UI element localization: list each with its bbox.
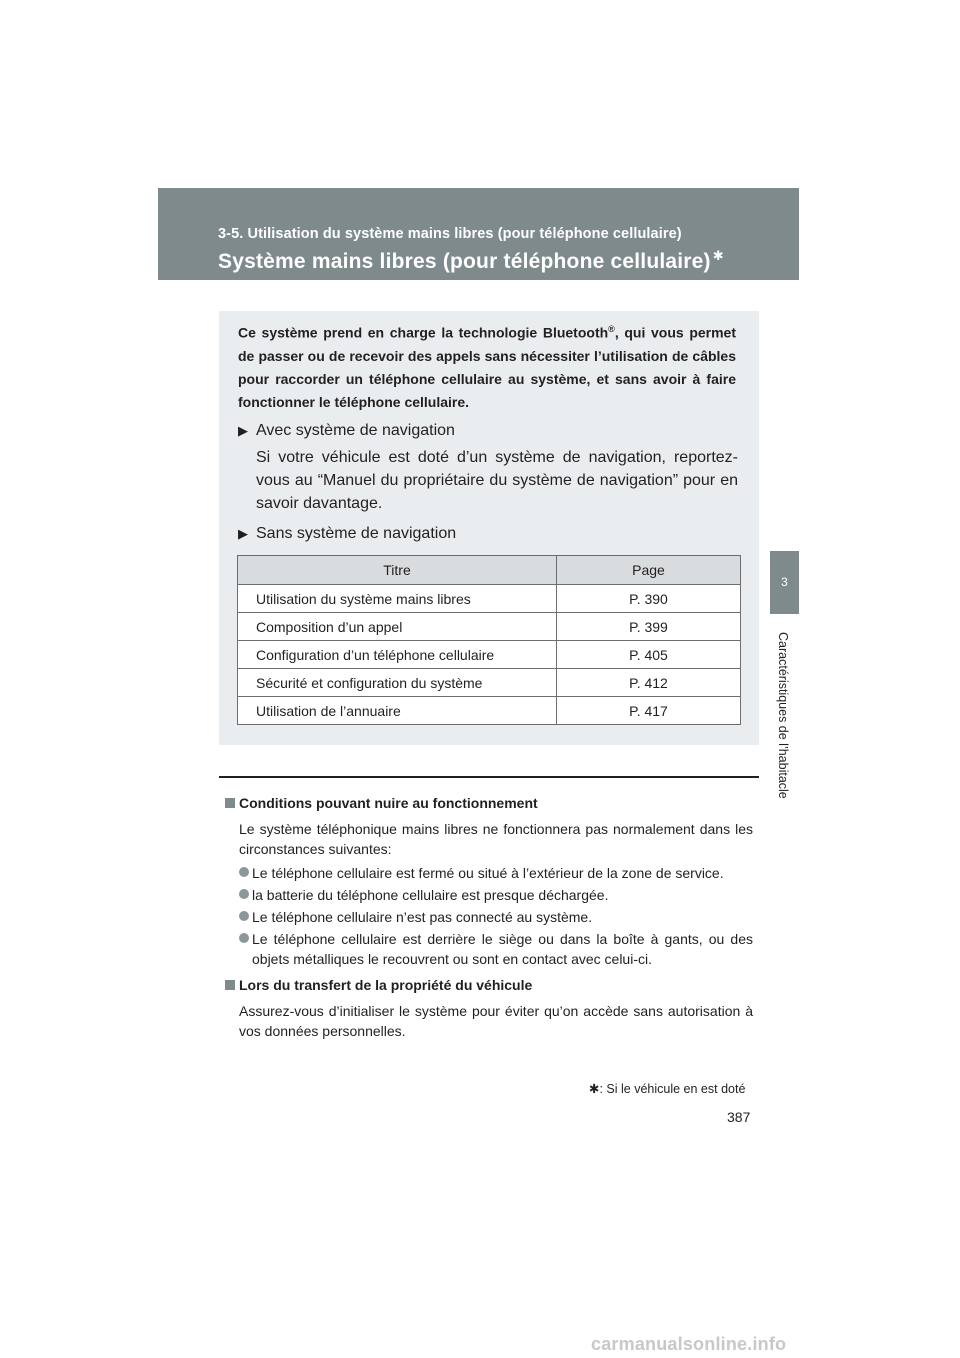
transfer-heading-text: Lors du transfert de la propriété du véhicule (239, 977, 533, 993)
list-item (239, 907, 753, 927)
list-item-text: Le téléphone cellulaire n’est pas connecté au système. (252, 909, 593, 925)
with-navigation-label: Avec système de navigation (256, 422, 455, 439)
row-title: Utilisation de l’annuaire (238, 697, 557, 725)
asterisk-icon: ✱ (589, 1082, 600, 1096)
section-title: 3-5. Utilisation du système mains libres (pour téléphone cellulaire) (218, 226, 682, 242)
row-title: Utilisation du système mains libres (238, 585, 557, 613)
chapter-header (158, 188, 799, 280)
list-item (239, 929, 753, 969)
list-item-text: Le téléphone cellulaire est fermé ou situé à l’extérieur de la zone de service. (252, 865, 724, 881)
row-page: P. 390 (557, 585, 741, 613)
intro-text-start: Ce système prend en charge la technologie Bluetooth (238, 324, 609, 341)
intro-paragraph (238, 318, 736, 414)
chapter-side-label: Caractéristiques de l’habitacle (776, 632, 790, 799)
table-row (238, 669, 741, 697)
triangle-right-icon: ▶ (238, 423, 248, 438)
page-title (218, 248, 724, 274)
watermark: carmanualsonline.info (591, 1334, 787, 1354)
chapter-tab: 3 (770, 551, 799, 614)
footnote (589, 1081, 745, 1096)
conditions-heading (225, 793, 753, 813)
list-item-text: la batterie du téléphone cellulaire est presque déchargée. (252, 887, 609, 903)
round-bullet-icon (239, 867, 249, 877)
round-bullet-icon (239, 933, 249, 943)
page-title-text: Système mains libres (pour téléphone cellulaire) (218, 250, 711, 273)
row-title: Composition d’un appel (238, 613, 557, 641)
with-navigation-item (238, 419, 455, 442)
row-title: Sécurité et configuration du système (238, 669, 557, 697)
list-item (239, 885, 753, 905)
square-bullet-icon (225, 798, 235, 808)
transfer-heading (225, 975, 753, 995)
table-header-page: Page (557, 556, 741, 585)
row-page: P. 417 (557, 697, 741, 725)
table-row (238, 585, 741, 613)
table-row (238, 697, 741, 725)
table-header-title: Titre (238, 556, 557, 585)
list-item (239, 863, 753, 883)
with-navigation-description: Si votre véhicule est doté d’un système de navigation, reportez-vous au “Manuel du propriétaire du système de navigation” pour en savoir davantage. (256, 449, 738, 512)
footnote-text: : Si le véhicule en est doté (599, 1082, 746, 1096)
triangle-right-icon: ▶ (238, 526, 248, 541)
round-bullet-icon (239, 911, 249, 921)
conditions-heading-text: Conditions pouvant nuire au fonctionnement (239, 795, 538, 811)
contents-table (237, 555, 741, 725)
section-divider (219, 776, 759, 778)
row-page: P. 405 (557, 641, 741, 669)
without-navigation-item (238, 522, 456, 545)
intro-text-end: , qui vous permet de passer ou de recevoir des appels sans nécessiter l’utilisation de câbles pour raccorder un téléphone cellulaire au système, et sans avoir à faire fonctionner le téléphone cellulaire. (238, 324, 736, 410)
row-title: Configuration d’un téléphone cellulaire (238, 641, 557, 669)
row-page: P. 412 (557, 669, 741, 697)
list-item-text: Le téléphone cellulaire est derrière le siège ou dans la boîte à gants, ou des objets métalliques le recouvrent ou sont en contact avec celui-ci. (252, 931, 753, 967)
without-navigation-label: Sans système de navigation (256, 525, 457, 542)
conditions-text: Le système téléphonique mains libres ne fonctionnera pas normalement dans les circonstances suivantes: (239, 821, 753, 857)
notes-section (225, 793, 753, 1041)
conditions-list (239, 863, 753, 969)
transfer-text: Assurez-vous d’initialiser le système pour éviter qu’on accède sans autorisation à vos données personnelles. (239, 1003, 753, 1039)
optional-equipment-mark: ✱ (712, 248, 724, 263)
page-number: 387 (727, 1109, 751, 1125)
registered-mark: ® (608, 324, 615, 334)
table-row (238, 641, 741, 669)
row-page: P. 399 (557, 613, 741, 641)
square-bullet-icon (225, 980, 235, 990)
round-bullet-icon (239, 889, 249, 899)
table-row (238, 613, 741, 641)
